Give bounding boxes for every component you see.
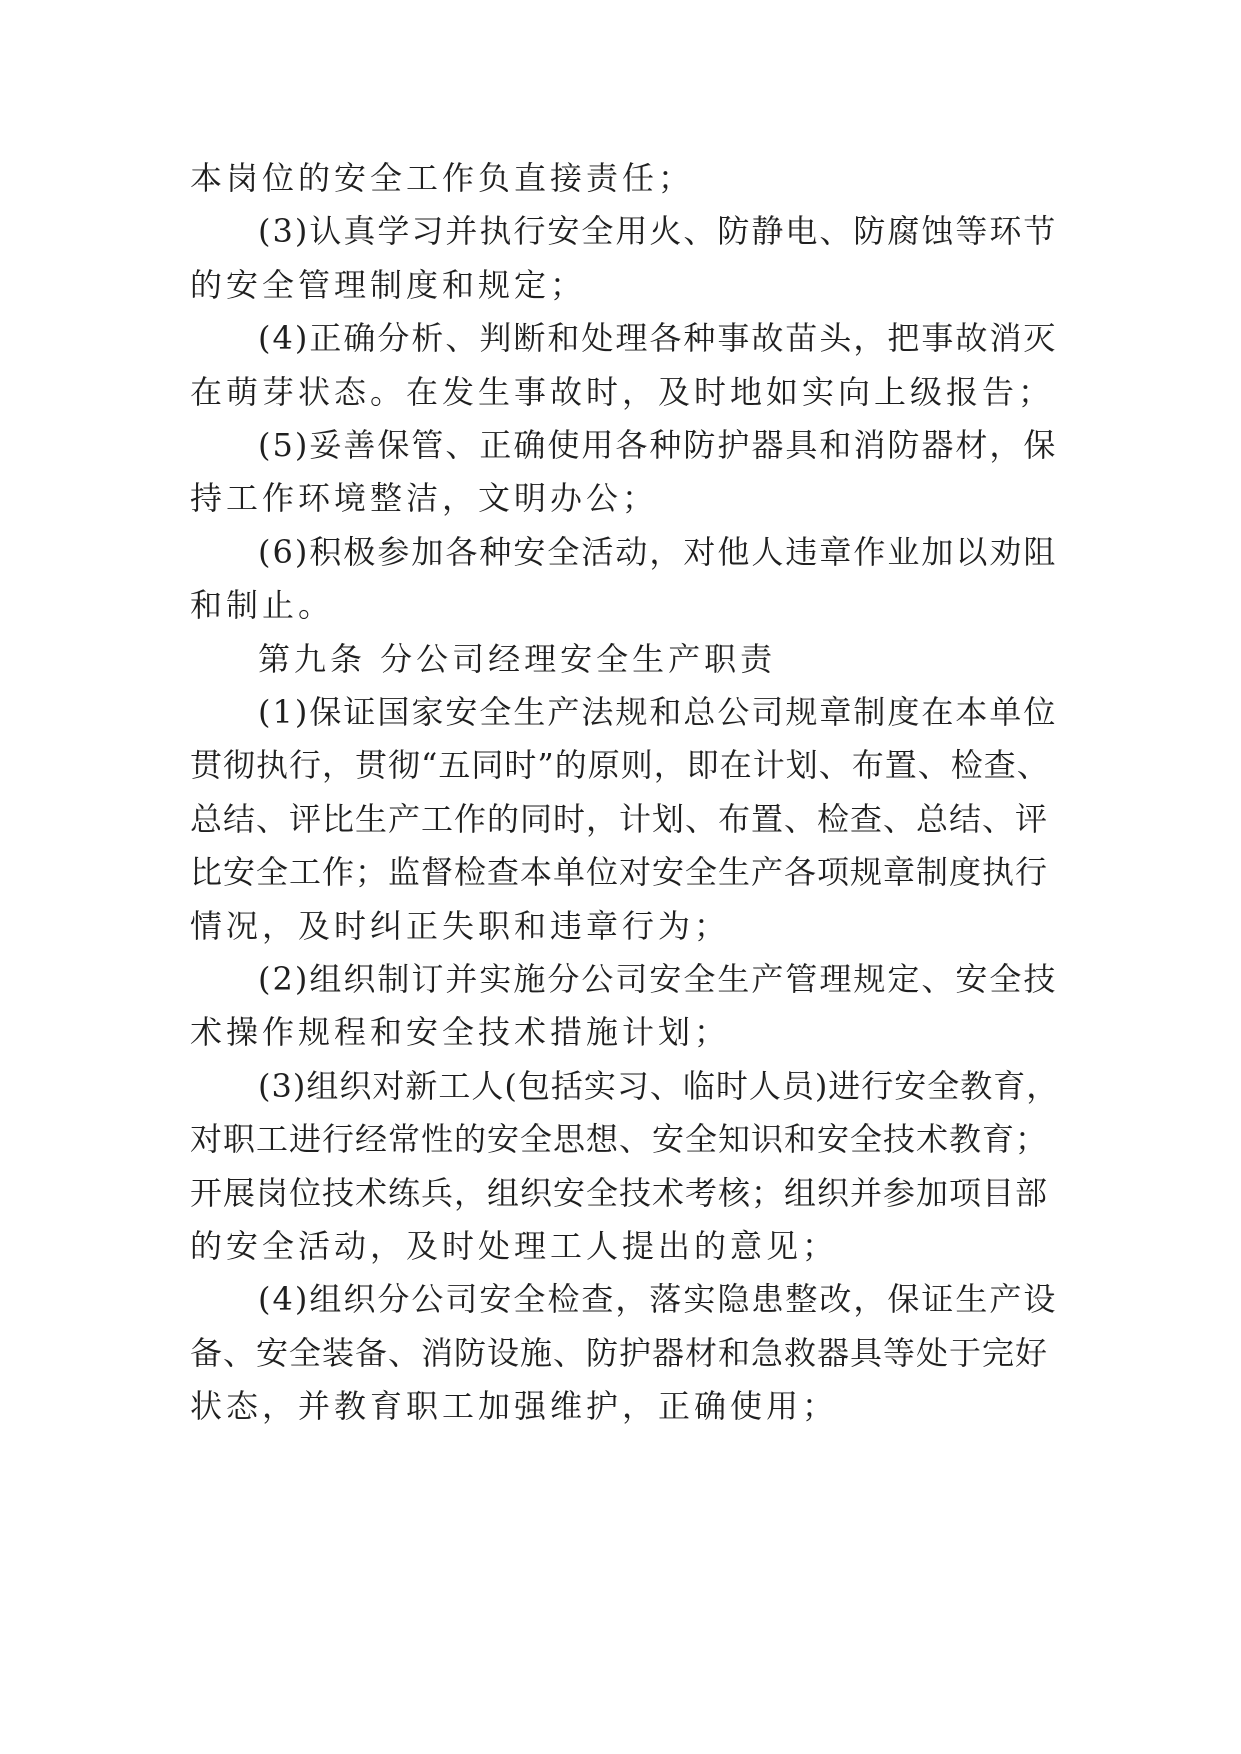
text-line: 和制止。 — [190, 586, 335, 624]
text-line: 在萌芽状态。在发生事故时，及时地如实向上级报告； — [190, 373, 1055, 411]
text-line: 开展岗位技术练兵，组织安全技术考核；组织并参加项目部 — [190, 1174, 1049, 1212]
text-line: (6)积极参加各种安全活动，对他人违章作业加以劝阻 — [258, 533, 1058, 571]
text-line: 持工作环境整洁，文明办公； — [190, 479, 659, 517]
text-line: (1)保证国家安全生产法规和总公司规章制度在本单位 — [258, 693, 1058, 731]
text-line: 的安全活动，及时处理工人提出的意见； — [190, 1227, 839, 1265]
text-line: 情况，及时纠正失职和违章行为； — [190, 907, 731, 945]
text-line: (5)妥善保管、正确使用各种防护器具和消防器材，保 — [258, 426, 1058, 464]
text-line: 的安全管理制度和规定； — [190, 266, 587, 304]
text-line: (3)认真学习并执行安全用火、防静电、防腐蚀等环节 — [258, 212, 1058, 250]
text-line: (3)组织对新工人(包括实习、临时人员)进行安全教育， — [258, 1067, 1060, 1105]
text-line: (4)组织分公司安全检查，落实隐患整改，保证生产设 — [258, 1280, 1058, 1318]
text-line: (4)正确分析、判断和处理各种事故苗头，把事故消灭 — [258, 319, 1058, 357]
text-line: 第九条 分公司经理安全生产职责 — [258, 640, 777, 678]
text-line: 备、安全装备、消防设施、防护器材和急救器具等处于完好 — [190, 1334, 1049, 1372]
text-line: 贯彻执行，贯彻“五同时”的原则，即在计划、布置、检查、 — [190, 746, 1050, 784]
text-line: 总结、评比生产工作的同时，计划、布置、检查、总结、评 — [190, 800, 1049, 838]
text-line: 术操作规程和安全技术措施计划； — [190, 1013, 731, 1051]
text-line: 状态，并教育职工加强维护，正确使用； — [190, 1387, 839, 1425]
text-line: 比安全工作；监督检查本单位对安全生产各项规章制度执行 — [190, 853, 1049, 891]
text-line: 对职工进行经常性的安全思想、安全知识和安全技术教育； — [190, 1120, 1049, 1158]
text-line: 本岗位的安全工作负直接责任； — [190, 159, 695, 197]
text-line: (2)组织制订并实施分公司安全生产管理规定、安全技 — [258, 960, 1058, 998]
